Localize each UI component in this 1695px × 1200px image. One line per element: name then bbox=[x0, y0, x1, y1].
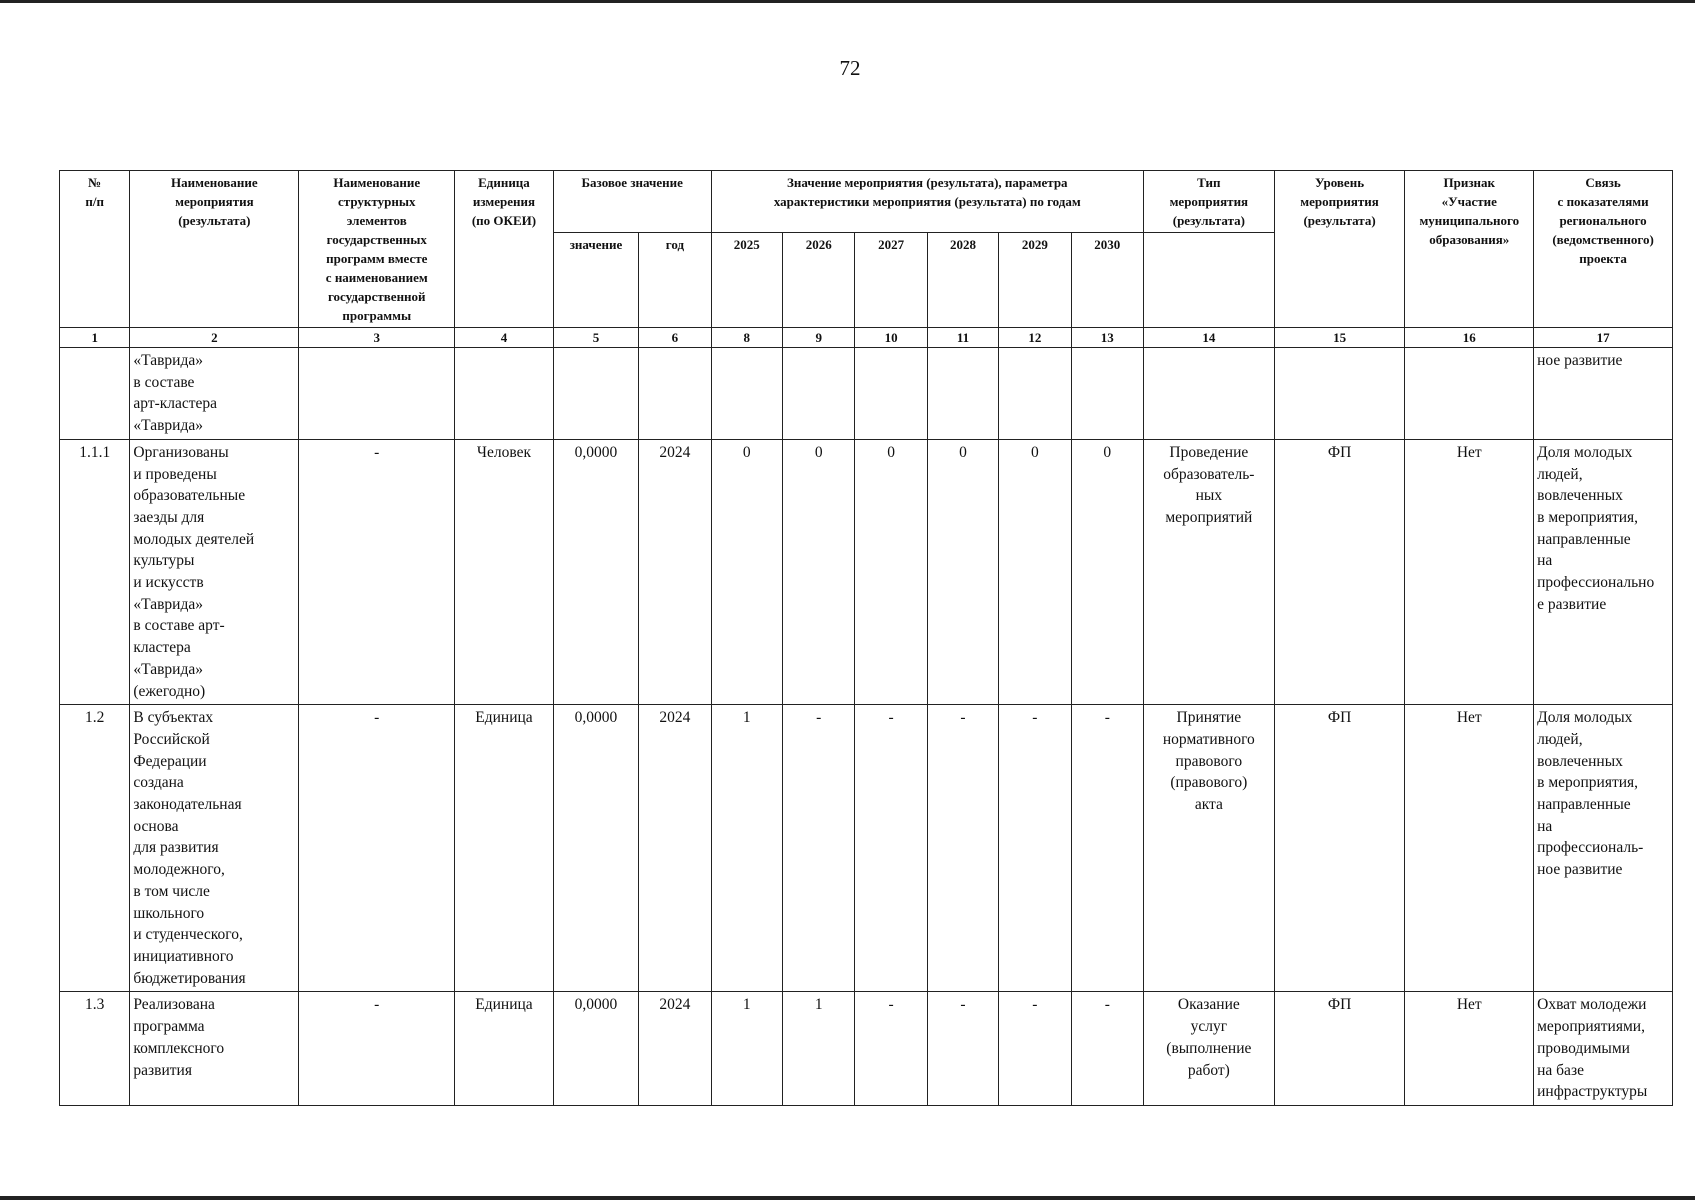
cell-link: Охват молодежи мероприятиями, проводимыми на базе инфраструктуры bbox=[1534, 992, 1673, 1106]
table-row bbox=[60, 705, 1673, 992]
header-year: 2027 bbox=[855, 233, 927, 328]
cell-sign bbox=[1405, 348, 1534, 440]
header-base-value: значение bbox=[553, 233, 638, 328]
cell-year: 0 bbox=[1071, 439, 1143, 704]
cell-base-year: 2024 bbox=[639, 992, 711, 1106]
bottom-rule bbox=[0, 1196, 1695, 1200]
cell-type: Принятие нормативного правового (правового) акта bbox=[1143, 705, 1274, 992]
header-year: 2029 bbox=[999, 233, 1071, 328]
cell-name: «Таврида» в составе арт-кластера «Таврида» bbox=[130, 348, 299, 440]
cell-year: 1 bbox=[711, 705, 782, 992]
top-rule bbox=[0, 0, 1695, 3]
cell-year: - bbox=[927, 992, 998, 1106]
cell-base-value: 0,0000 bbox=[553, 992, 638, 1106]
cell-unit: Единица bbox=[455, 992, 554, 1106]
cell-year: - bbox=[855, 992, 927, 1106]
cell-year: 1 bbox=[783, 992, 855, 1106]
header-num: № п/п bbox=[60, 171, 130, 328]
cell-base-year: 2024 bbox=[639, 705, 711, 992]
cell-year bbox=[1071, 348, 1143, 440]
cell-link: Доля молодых людей, вовлеченных в мероприятия, направленные на профессионально е развитие bbox=[1534, 439, 1673, 704]
cell-year: - bbox=[999, 992, 1071, 1106]
cell-struct: - bbox=[299, 439, 455, 704]
cell-name: Реализована программа комплексного развития bbox=[130, 992, 299, 1106]
cell-level: ФП bbox=[1274, 992, 1405, 1106]
cell-year: 1 bbox=[711, 992, 782, 1106]
cell-unit bbox=[455, 348, 554, 440]
column-number: 5 bbox=[553, 328, 638, 348]
cell-base-value: 0,0000 bbox=[553, 439, 638, 704]
cell-year: 0 bbox=[999, 439, 1071, 704]
column-number: 3 bbox=[299, 328, 455, 348]
header-name: Наименование мероприятия (результата) bbox=[130, 171, 299, 328]
cell-year: - bbox=[927, 705, 998, 992]
cell-num bbox=[60, 348, 130, 440]
column-number: 15 bbox=[1274, 328, 1405, 348]
cell-num: 1.2 bbox=[60, 705, 130, 992]
cell-base-value: 0,0000 bbox=[553, 705, 638, 992]
header-struct: Наименование структурных элементов государственных программ вместе с наименованием государственной программы bbox=[299, 171, 455, 328]
header-base-year: год bbox=[639, 233, 711, 328]
column-number: 9 bbox=[783, 328, 855, 348]
cell-type: Проведение образователь- ных мероприятий bbox=[1143, 439, 1274, 704]
cell-unit: Единица bbox=[455, 705, 554, 992]
column-number: 1 bbox=[60, 328, 130, 348]
cell-level bbox=[1274, 348, 1405, 440]
cell-year: - bbox=[855, 705, 927, 992]
cell-year: - bbox=[1071, 992, 1143, 1106]
cell-year: 0 bbox=[927, 439, 998, 704]
cell-sign: Нет bbox=[1405, 992, 1534, 1106]
header-by-years: Значение мероприятия (результата), параметра характеристики мероприятия (результата) по годам bbox=[711, 171, 1143, 233]
header-base: Базовое значение bbox=[553, 171, 711, 233]
column-number: 10 bbox=[855, 328, 927, 348]
column-number: 14 bbox=[1143, 328, 1274, 348]
cell-sign: Нет bbox=[1405, 439, 1534, 704]
column-number: 17 bbox=[1534, 328, 1673, 348]
column-number: 2 bbox=[130, 328, 299, 348]
header-unit: Единица измерения (по ОКЕИ) bbox=[455, 171, 554, 328]
cell-struct bbox=[299, 348, 455, 440]
cell-year: - bbox=[1071, 705, 1143, 992]
cell-year: 0 bbox=[783, 439, 855, 704]
header-link: Связь с показателями регионального (ведомственного) проекта bbox=[1534, 171, 1673, 328]
cell-link: Доля молодых людей, вовлеченных в мероприятия, направленные на профессиональ- ное развитие bbox=[1534, 705, 1673, 992]
header-level: Уровень мероприятия (результата) bbox=[1274, 171, 1405, 328]
column-number: 6 bbox=[639, 328, 711, 348]
cell-year: - bbox=[999, 705, 1071, 992]
cell-type: Оказание услуг (выполнение работ) bbox=[1143, 992, 1274, 1106]
cell-level: ФП bbox=[1274, 439, 1405, 704]
header-type: Тип мероприятия (результата) bbox=[1143, 171, 1274, 233]
column-number: 8 bbox=[711, 328, 782, 348]
cell-type bbox=[1143, 348, 1274, 440]
cell-year: 0 bbox=[711, 439, 782, 704]
header-sign: Признак «Участие муниципального образования» bbox=[1405, 171, 1534, 328]
header-year: 2025 bbox=[711, 233, 782, 328]
cell-year bbox=[999, 348, 1071, 440]
cell-struct: - bbox=[299, 705, 455, 992]
column-number: 16 bbox=[1405, 328, 1534, 348]
column-number: 13 bbox=[1071, 328, 1143, 348]
cell-name: В субъектах Российской Федерации создана законодательная основа для развития молодежного, в том числе школьного и студенческого, инициативного бюджетирования bbox=[130, 705, 299, 992]
cell-base-value bbox=[553, 348, 638, 440]
column-number-row bbox=[60, 328, 1673, 348]
page-number: 72 bbox=[839, 56, 861, 80]
column-number: 12 bbox=[999, 328, 1071, 348]
cell-num: 1.1.1 bbox=[60, 439, 130, 704]
header-year: 2030 bbox=[1071, 233, 1143, 328]
table-row bbox=[60, 439, 1673, 704]
cell-struct: - bbox=[299, 992, 455, 1106]
cell-name: Организованы и проведены образовательные заезды для молодых деятелей культуры и искусств «Таврида» в составе арт- кластера «Таврида» (ежегодно) bbox=[130, 439, 299, 704]
cell-sign: Нет bbox=[1405, 705, 1534, 992]
cell-year bbox=[711, 348, 782, 440]
header-year: 2028 bbox=[927, 233, 998, 328]
cell-year: 0 bbox=[855, 439, 927, 704]
cell-year: - bbox=[783, 705, 855, 992]
cell-base-year: 2024 bbox=[639, 439, 711, 704]
column-number: 11 bbox=[927, 328, 998, 348]
table-row bbox=[60, 348, 1673, 440]
cell-link: ное развитие bbox=[1534, 348, 1673, 440]
cell-num: 1.3 bbox=[60, 992, 130, 1106]
table-row bbox=[60, 992, 1673, 1106]
cell-year bbox=[783, 348, 855, 440]
column-number: 4 bbox=[455, 328, 554, 348]
cell-level: ФП bbox=[1274, 705, 1405, 992]
cell-year bbox=[855, 348, 927, 440]
cell-base-year bbox=[639, 348, 711, 440]
header-type-blank bbox=[1143, 233, 1274, 328]
measures-table bbox=[59, 170, 1673, 1106]
cell-unit: Человек bbox=[455, 439, 554, 704]
header-year: 2026 bbox=[783, 233, 855, 328]
cell-year bbox=[927, 348, 998, 440]
